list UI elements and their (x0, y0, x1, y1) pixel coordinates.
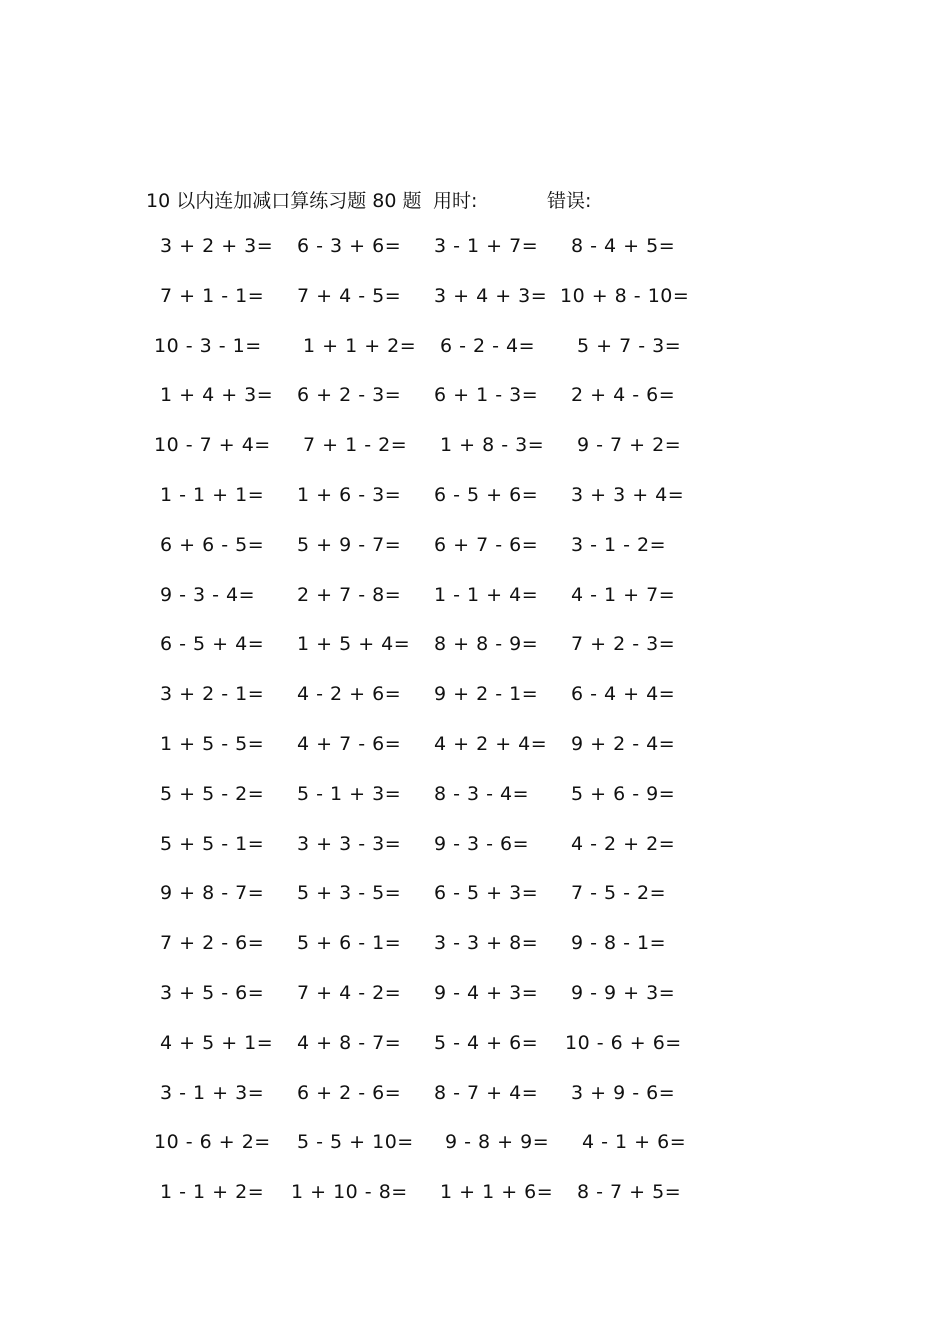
problem-item: 6 + 6 - 5= (160, 533, 265, 556)
problem-item: 4 + 2 + 4= (434, 732, 548, 755)
errors-label: 错误: (547, 190, 592, 212)
problem-item: 7 + 4 - 5= (297, 284, 402, 307)
problem-item: 7 + 1 - 2= (303, 434, 408, 457)
problem-item: 3 + 9 - 6= (571, 1081, 676, 1104)
problem-item: 5 - 1 + 3= (297, 782, 402, 805)
problem-item: 8 + 8 - 9= (434, 633, 539, 656)
problem-item: 9 - 8 + 9= (445, 1131, 550, 1154)
problem-item: 3 + 3 + 4= (571, 483, 685, 506)
problem-item: 5 + 9 - 7= (297, 533, 402, 556)
problem-item: 6 + 2 - 3= (297, 384, 402, 407)
problem-item: 1 + 4 + 3= (160, 384, 274, 407)
problem-item: 6 + 7 - 6= (434, 533, 539, 556)
problem-item: 8 - 7 + 5= (577, 1181, 682, 1204)
problem-item: 6 - 5 + 4= (160, 633, 265, 656)
problem-item: 7 + 4 - 2= (297, 981, 402, 1004)
problem-item: 2 + 4 - 6= (571, 384, 676, 407)
problem-item: 9 + 8 - 7= (160, 882, 265, 905)
problem-item: 10 - 3 - 1= (154, 334, 262, 357)
problem-item: 7 + 1 - 1= (160, 284, 265, 307)
problem-item: 3 - 1 + 3= (160, 1081, 265, 1104)
problem-item: 6 + 1 - 3= (434, 384, 539, 407)
problem-item: 7 + 2 - 6= (160, 932, 265, 955)
problem-item: 9 - 9 + 3= (571, 981, 676, 1004)
problem-item: 3 + 3 - 3= (297, 832, 402, 855)
problem-item: 4 - 1 + 7= (571, 583, 676, 606)
problem-item: 9 - 4 + 3= (434, 981, 539, 1004)
problem-item: 3 - 3 + 8= (434, 932, 539, 955)
worksheet-title: 10 以内连加减口算练习题 80 题 (146, 190, 422, 212)
problem-item: 7 - 5 - 2= (571, 882, 667, 905)
problem-item: 1 + 1 + 2= (303, 334, 417, 357)
problem-item: 3 + 2 - 1= (160, 683, 265, 706)
problem-item: 5 + 3 - 5= (297, 882, 402, 905)
problem-item: 6 - 4 + 4= (571, 683, 676, 706)
problem-item: 5 + 5 - 2= (160, 782, 265, 805)
problem-item: 7 + 2 - 3= (571, 633, 676, 656)
problem-item: 10 - 6 + 6= (565, 1031, 682, 1054)
problem-item: 4 - 2 + 2= (571, 832, 676, 855)
problem-item: 1 + 8 - 3= (440, 434, 545, 457)
problem-item: 9 + 2 - 4= (571, 732, 676, 755)
problem-item: 9 - 3 - 6= (434, 832, 530, 855)
time-label: 用时: (433, 190, 478, 212)
problem-item: 9 + 2 - 1= (434, 683, 539, 706)
problem-item: 3 - 1 - 2= (571, 533, 667, 556)
problem-item: 10 - 7 + 4= (154, 434, 271, 457)
problem-item: 1 + 6 - 3= (297, 483, 402, 506)
problem-item: 1 - 1 + 1= (160, 483, 265, 506)
problem-item: 4 + 8 - 7= (297, 1031, 402, 1054)
problem-item: 3 - 1 + 7= (434, 235, 539, 257)
problem-item: 1 + 5 + 4= (297, 633, 411, 656)
problem-item: 9 - 8 - 1= (571, 932, 667, 955)
problem-item: 6 - 5 + 3= (434, 882, 539, 905)
problem-item: 5 - 5 + 10= (297, 1131, 414, 1154)
problem-item: 1 - 1 + 4= (434, 583, 539, 606)
problem-item: 8 - 7 + 4= (434, 1081, 539, 1104)
problem-item: 4 - 2 + 6= (297, 683, 402, 706)
problem-item: 1 + 5 - 5= (160, 732, 265, 755)
problem-item: 5 + 5 - 1= (160, 832, 265, 855)
problem-item: 6 + 2 - 6= (297, 1081, 402, 1104)
problem-item: 2 + 7 - 8= (297, 583, 402, 606)
problem-item: 3 + 2 + 3= (160, 235, 274, 257)
problem-item: 9 - 3 - 4= (160, 583, 256, 606)
problem-item: 5 + 6 - 1= (297, 932, 402, 955)
problem-item: 4 - 1 + 6= (582, 1131, 687, 1154)
problem-item: 5 + 6 - 9= (571, 782, 676, 805)
problem-item: 4 + 5 + 1= (160, 1031, 274, 1054)
problem-item: 8 - 4 + 5= (571, 235, 676, 257)
problem-item: 8 - 3 - 4= (434, 782, 530, 805)
problem-item: 4 + 7 - 6= (297, 732, 402, 755)
problem-item: 9 - 7 + 2= (577, 434, 682, 457)
problem-item: 1 + 10 - 8= (291, 1181, 408, 1204)
problem-item: 10 + 8 - 10= (560, 284, 690, 307)
problem-item: 3 + 5 - 6= (160, 981, 265, 1004)
problem-item: 6 - 2 - 4= (440, 334, 536, 357)
problem-item: 10 - 6 + 2= (154, 1131, 271, 1154)
problem-item: 3 + 4 + 3= (434, 284, 548, 307)
problem-item: 6 - 3 + 6= (297, 235, 402, 257)
problem-item: 6 - 5 + 6= (434, 483, 539, 506)
problem-item: 1 - 1 + 2= (160, 1181, 265, 1204)
problem-item: 1 + 1 + 6= (440, 1181, 554, 1204)
problem-item: 5 + 7 - 3= (577, 334, 682, 357)
problem-item: 5 - 4 + 6= (434, 1031, 539, 1054)
